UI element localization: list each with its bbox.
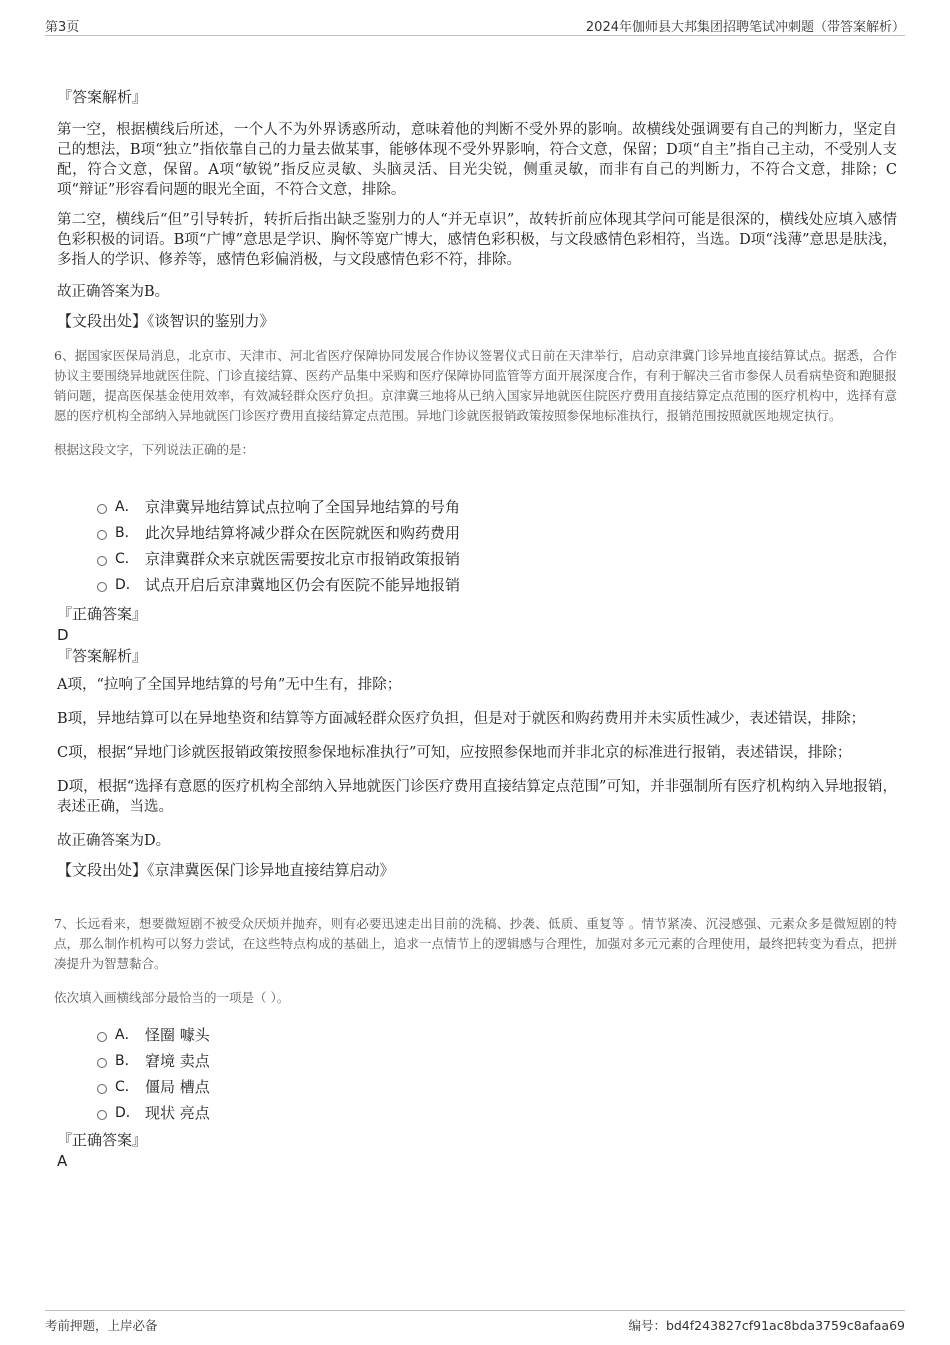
document-id: 编号：bd4f243827cf91ac8bda3759c8afaa69 (628, 1318, 905, 1333)
answer-conclusion: 故正确答案为B。 (57, 284, 170, 300)
q6-options (97, 494, 460, 598)
analysis-paragraph: 第二空，横线后“但”引导转折，转折后指出缺乏鉴别力的人“并无卓识”，故转折前应体现其学问可能是很深的，横线处应填入感情色彩积极的词语。B项“广博”意思是学识、胸怀等宽广博大，感情色彩积极，与文段感情色彩相符，当选。D项“浅薄”意思是肤浅，多指人的学识、修养等，感情色彩偏消极，与文段感情色彩不符，排除。 (57, 212, 897, 268)
analysis-label: 『答案解析』 (57, 647, 148, 665)
q7-answer-section (57, 1129, 897, 1171)
source-citation: 【文段出处】《谈智识的鉴别力》 (57, 312, 275, 330)
footer-slogan: 考前押题，上岸必备 (45, 1318, 158, 1333)
option-text: 此次异地结算将减少群众在医院就医和购药费用 (145, 524, 461, 542)
option-key: C． (115, 1079, 139, 1095)
analysis-paragraph: 第一空，根据横线后所述，一个人不为外界诱惑所动，意味着他的判断不受外界的影响。故横线处强调要有自己的判断力，坚定自己的想法，B项“独立”指依靠自己的力量去做某事，能够体现不受外界影响，符合文意，保留；D项“自主”指自己主动，不受别人支配，符合文意，保留。A项“敏锐”指反应灵敏、头脑灵活、目光尖锐，侧重灵敏，而非有自己的判断力，不符合文意，排除；C项“辩证”形容看问题的眼光全面，不符合文意，排除。 (57, 122, 897, 198)
option-text: 窘境 卖点 (145, 1052, 210, 1070)
option-b[interactable] (97, 520, 460, 546)
radio-icon[interactable] (97, 1032, 107, 1042)
option-a[interactable] (97, 1022, 210, 1048)
question-stem: 6、据国家医保局消息，北京市、天津市、河北省医疗保障协同发展合作协议签署仪式日前在天津举行，启动京津冀门诊异地直接结算试点。据悉，合作协议主要围绕异地就医住院、门诊直接结算、医药产品集中采购和医疗保障协同监管等方面开展深度合作，有利于解决三省市参保人员看病垫资和跑腿报销问题，提高医保基金使用效率，有效减轻群众医疗负担。京津冀三地将从已纳入国家异地就医住院医疗费用直接结算定点范围的医疗机构中，选择有意愿的医疗机构全部纳入异地就医门诊医疗费用直接结算定点范围。异地门诊就医报销政策按照参保地标准执行，报销范围按照就医地规定执行。 (54, 348, 897, 423)
correct-answer-label: 『正确答案』 (57, 1131, 148, 1149)
option-key: B． (115, 1053, 139, 1069)
prev-question-analysis (57, 86, 897, 332)
option-key: C． (115, 551, 139, 567)
analysis-option-d: D项，根据“选择有意愿的医疗机构全部纳入异地就医门诊医疗费用直接结算定点范围”可知，并非强制所有医疗机构纳入异地报销，表述正确，当选。 (57, 779, 897, 815)
option-d[interactable] (97, 1100, 210, 1126)
question-6 (54, 346, 897, 460)
question-7 (54, 914, 897, 1008)
radio-icon[interactable] (97, 504, 107, 514)
question-stem: 7、长远看来，想要微短剧不被受众厌烦并抛弃，则有必要迅速走出目前的洗稿、抄袭、低质、重复等 。情节紧凑、沉浸感强、元素众多是微短剧的特点，那么制作机构可以努力尝试，在这些特点构成的基础上，追求一点情节上的逻辑感与合理性，加强对多元元素的合理使用，最终把转变为看点，把拼凑提升为智慧黏合。 (54, 916, 897, 971)
document-title: 2024年伽师县大邦集团招聘笔试冲刺题（带答案解析） (585, 20, 905, 35)
option-c[interactable] (97, 1074, 210, 1100)
q6-answer-section (57, 603, 897, 667)
option-text: 京津冀异地结算试点拉响了全国异地结算的号角 (145, 498, 461, 516)
page-header (45, 14, 905, 36)
radio-icon[interactable] (97, 582, 107, 592)
correct-answer-label: 『正确答案』 (57, 605, 148, 623)
option-key: D． (115, 577, 140, 593)
option-c[interactable] (97, 546, 460, 572)
option-key: D． (115, 1105, 140, 1121)
option-key: A． (115, 499, 139, 515)
q6-analysis (57, 675, 897, 881)
source-citation: 【文段出处】《京津冀医保门诊异地直接结算启动》 (57, 861, 395, 879)
analysis-option-c: C项，根据“异地门诊就医报销政策按照参保地标准执行”可知，应按照参保地而并非北京的标准进行报销，表述错误，排除； (57, 745, 852, 761)
radio-icon[interactable] (97, 1110, 107, 1120)
question-prompt: 根据这段文字，下列说法正确的是： (54, 442, 255, 457)
q7-options (97, 1022, 210, 1126)
radio-icon[interactable] (97, 1084, 107, 1094)
option-b[interactable] (97, 1048, 210, 1074)
answer-conclusion: 故正确答案为D。 (57, 833, 171, 849)
page-footer (45, 1310, 905, 1336)
option-key: B． (115, 525, 139, 541)
radio-icon[interactable] (97, 556, 107, 566)
analysis-option-a: A项，“拉响了全国异地结算的号角”无中生有，排除； (57, 677, 402, 693)
option-key: A． (115, 1027, 139, 1043)
option-text: 怪圈 噱头 (145, 1026, 210, 1044)
page-number: 第3页 (45, 20, 80, 35)
analysis-label: 『答案解析』 (57, 88, 148, 106)
option-a[interactable] (97, 494, 460, 520)
correct-answer: D (57, 626, 69, 644)
option-text: 现状 亮点 (145, 1104, 210, 1122)
option-text: 试点开启后京津冀地区仍会有医院不能异地报销 (145, 576, 461, 594)
option-d[interactable] (97, 572, 460, 598)
correct-answer: A (57, 1152, 68, 1170)
radio-icon[interactable] (97, 1058, 107, 1068)
analysis-option-b: B项，异地结算可以在异地垫资和结算等方面减轻群众医疗负担，但是对于就医和购药费用并未实质性减少，表述错误，排除； (57, 711, 866, 727)
radio-icon[interactable] (97, 530, 107, 540)
option-text: 僵局 槽点 (145, 1078, 210, 1096)
option-text: 京津冀群众来京就医需要按北京市报销政策报销 (145, 550, 461, 568)
question-prompt: 依次填入画横线部分最恰当的一项是（ ）。 (54, 990, 290, 1005)
